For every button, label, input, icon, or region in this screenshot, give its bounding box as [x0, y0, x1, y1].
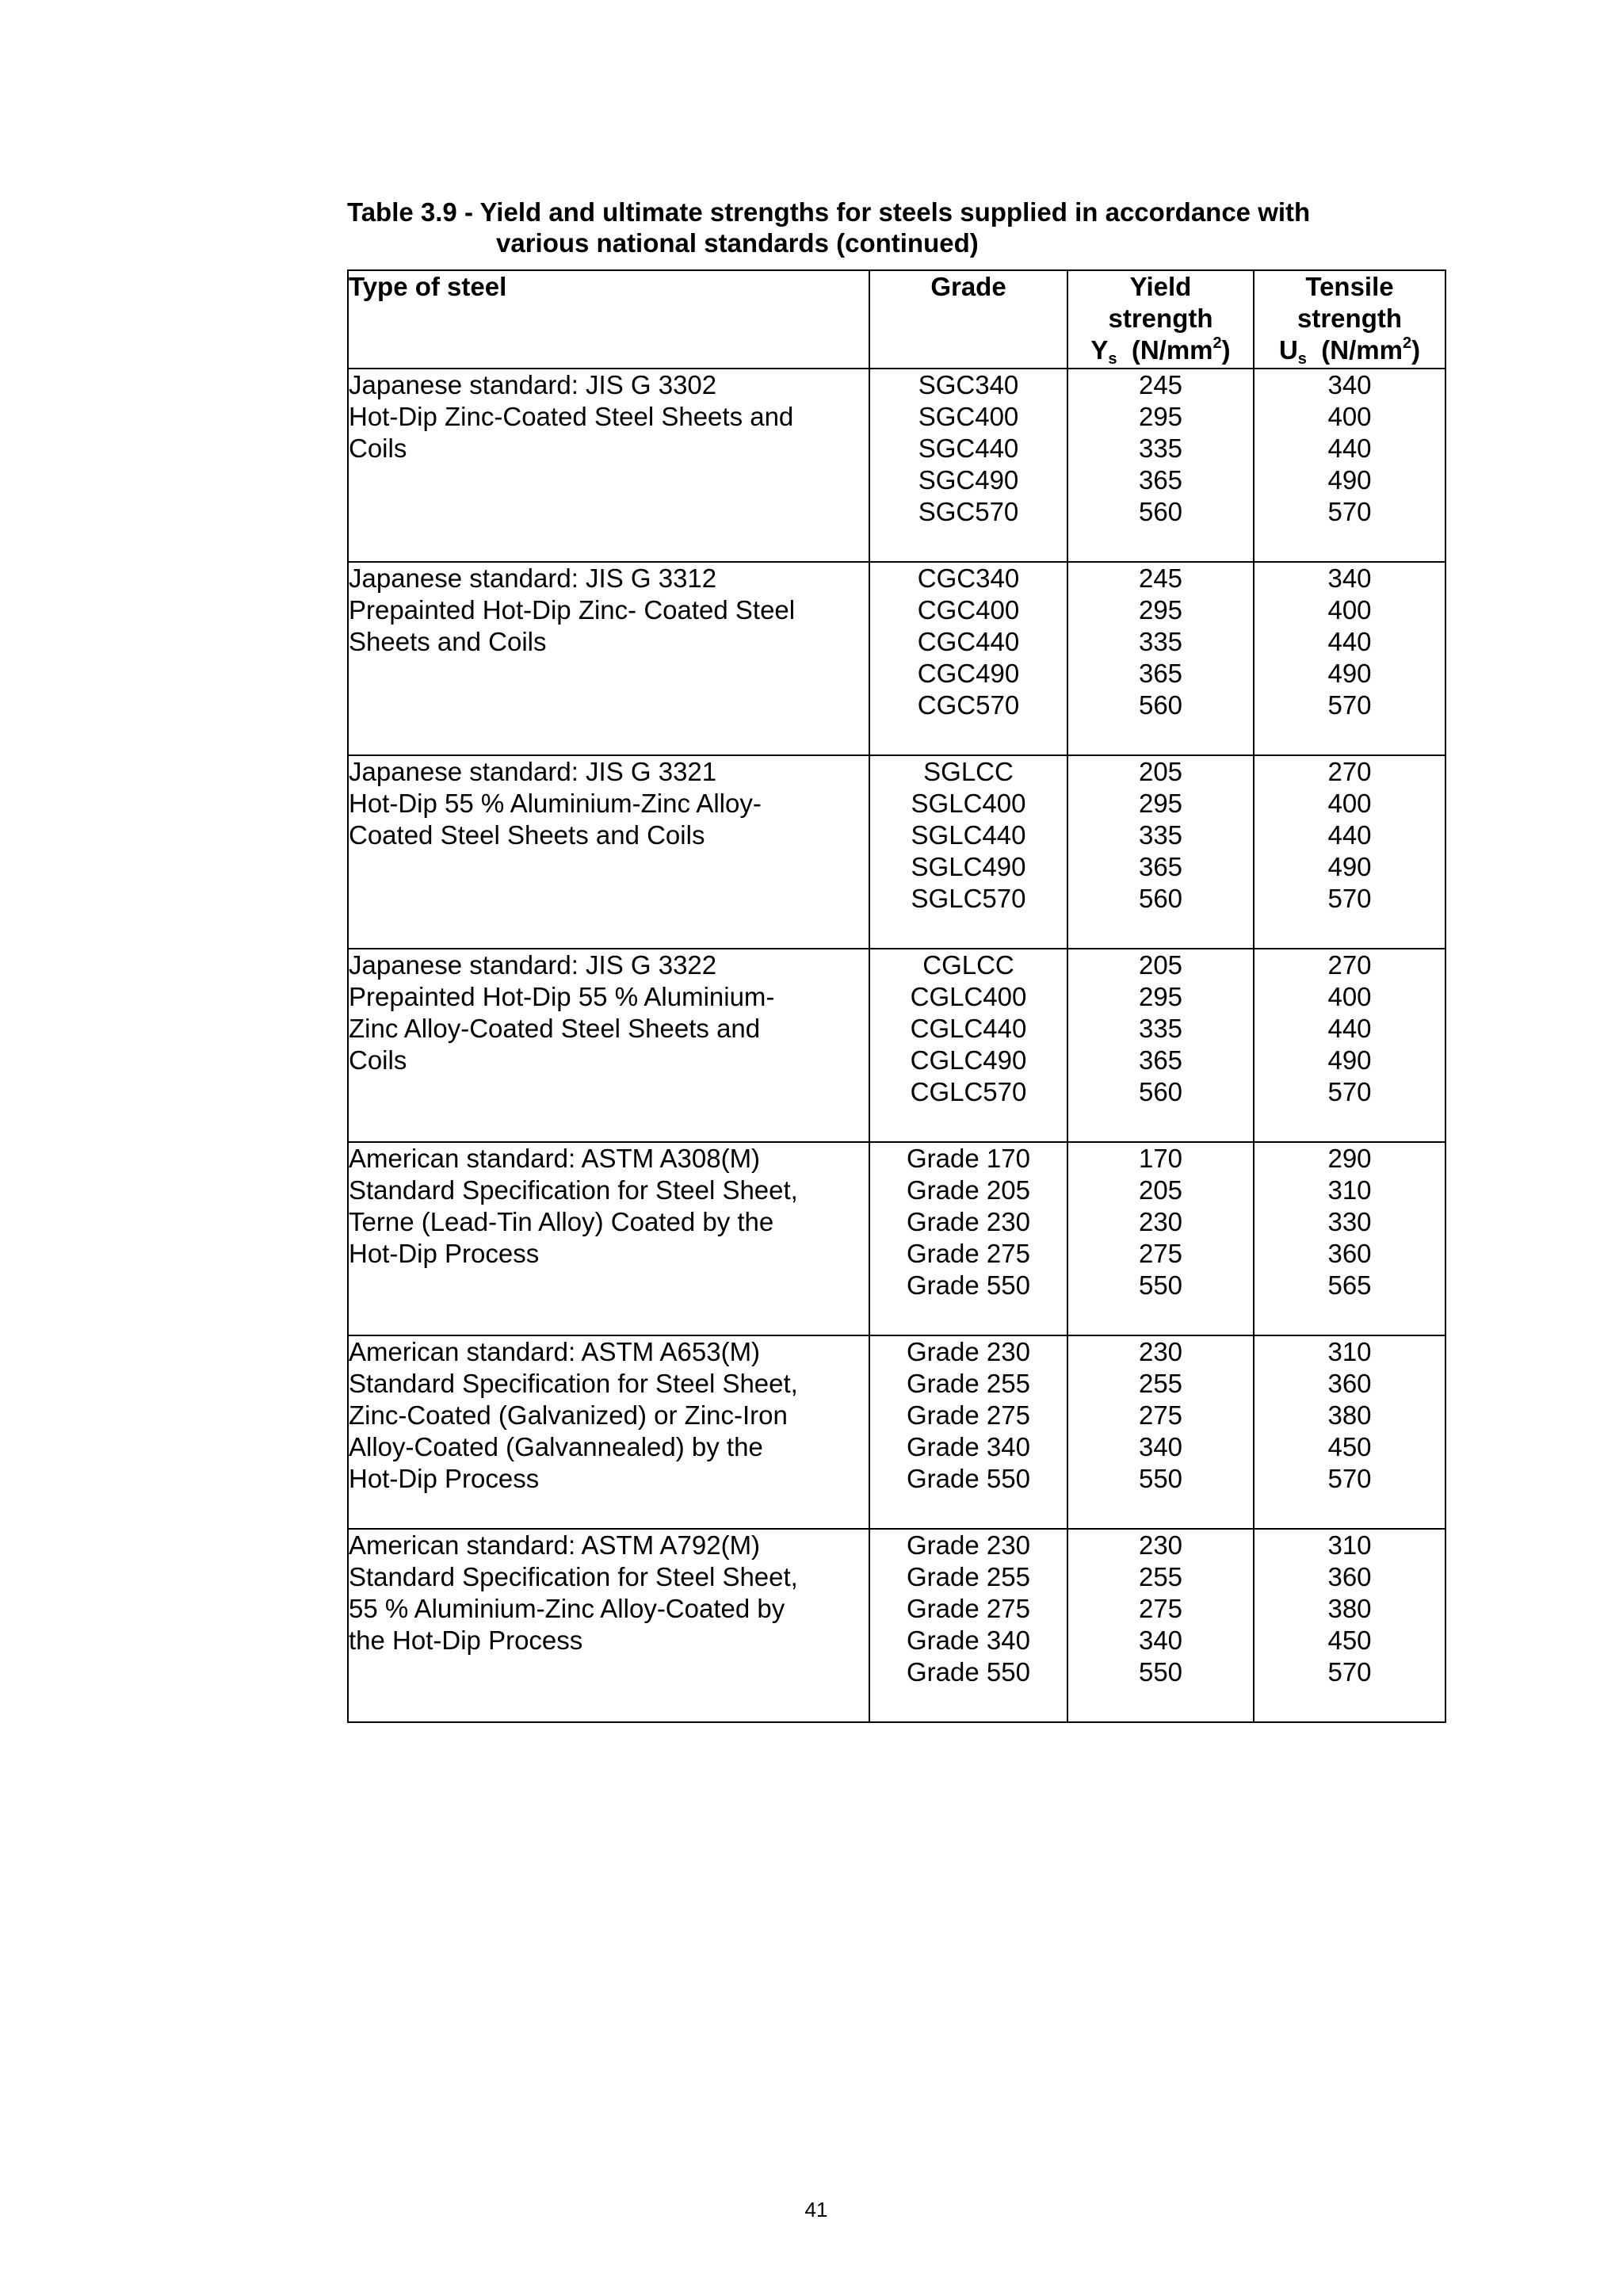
yield-value: 275: [1138, 1239, 1183, 1268]
tensile-value: 310: [1327, 1175, 1372, 1205]
header-type-of-steel: Type of steel: [348, 270, 869, 369]
yield-value: 205: [1138, 757, 1183, 786]
yield-value: 550: [1138, 1657, 1183, 1687]
yield-value: 335: [1138, 627, 1183, 656]
yield-unit-pre: (N/mm: [1131, 335, 1213, 365]
table-row: [348, 1529, 1445, 1722]
tensile-value: 565: [1327, 1270, 1372, 1300]
type-line: Terne (Lead-Tin Alloy) Coated by the: [349, 1207, 774, 1236]
cell-tensile-strength: [1254, 1142, 1445, 1335]
grade-value: Grade 275: [907, 1594, 1030, 1623]
type-line: Prepainted Hot-Dip Zinc- Coated Steel: [349, 595, 796, 625]
cell-type-of-steel: [348, 369, 869, 562]
yield-value: 560: [1138, 690, 1183, 720]
steel-strength-table: [347, 269, 1446, 1723]
grade-value: Grade 230: [907, 1530, 1030, 1560]
tensile-value: 570: [1327, 497, 1372, 526]
table-row: [348, 562, 1445, 755]
yield-value: 255: [1138, 1369, 1183, 1398]
tensile-value: 490: [1327, 659, 1372, 688]
grade-value: SGC340: [918, 370, 1019, 399]
grade-value: CGC440: [917, 627, 1020, 656]
grade-value: Grade 340: [907, 1432, 1030, 1461]
yield-value: 560: [1138, 1077, 1183, 1106]
yield-value: 170: [1138, 1144, 1183, 1173]
table-row: [348, 1335, 1445, 1529]
cell-type-of-steel: [348, 755, 869, 949]
cell-yield-strength: [1067, 562, 1254, 755]
cell-tensile-strength: [1254, 562, 1445, 755]
type-line: Japanese standard: JIS G 3312: [349, 563, 717, 593]
grade-value: Grade 230: [907, 1337, 1030, 1366]
tensile-value: 490: [1327, 852, 1372, 881]
type-line: Coils: [349, 1045, 407, 1075]
cell-grade: [869, 949, 1067, 1142]
cell-yield-strength: [1067, 1142, 1254, 1335]
tensile-value: 360: [1327, 1562, 1372, 1591]
grade-value: CGC490: [917, 659, 1020, 688]
tensile-value: 340: [1327, 563, 1372, 593]
grade-value: CGLC440: [910, 1014, 1027, 1043]
header-grade: Grade: [869, 270, 1067, 369]
cell-type-of-steel: [348, 562, 869, 755]
tensile-value: 310: [1327, 1337, 1372, 1366]
grade-value: Grade 550: [907, 1464, 1030, 1493]
cell-yield-strength: [1067, 1335, 1254, 1529]
type-line: Japanese standard: JIS G 3322: [349, 950, 717, 980]
tensile-value: 450: [1327, 1626, 1372, 1655]
cell-type-of-steel: [348, 1529, 869, 1722]
tensile-value: 440: [1327, 627, 1372, 656]
header-yield-line-1: Yield: [1129, 272, 1192, 301]
grade-value: SGLC570: [911, 884, 1026, 913]
tensile-value: 290: [1327, 1144, 1372, 1173]
grade-value: SGLCC: [923, 757, 1014, 786]
grade-value: Grade 340: [907, 1626, 1030, 1655]
type-line: Zinc Alloy-Coated Steel Sheets and: [349, 1014, 761, 1043]
type-line: the Hot-Dip Process: [349, 1626, 583, 1655]
tensile-value: 400: [1327, 789, 1372, 818]
yield-value: 340: [1138, 1432, 1183, 1461]
type-line: Standard Specification for Steel Sheet,: [349, 1562, 798, 1591]
tensile-value: 570: [1327, 1657, 1372, 1687]
yield-unit-post: ): [1221, 335, 1231, 365]
cell-grade: [869, 1142, 1067, 1335]
grade-value: Grade 255: [907, 1562, 1030, 1591]
grade-value: SGC400: [918, 402, 1019, 431]
tensile-value: 270: [1327, 757, 1372, 786]
table-row: [348, 755, 1445, 949]
yield-value: 205: [1138, 1175, 1183, 1205]
yield-value: 335: [1138, 820, 1183, 850]
table-row: [348, 369, 1445, 562]
yield-value: 560: [1138, 497, 1183, 526]
grade-value: SGC490: [918, 465, 1019, 495]
yield-value: 335: [1138, 434, 1183, 463]
cell-yield-strength: [1067, 755, 1254, 949]
grade-value: CGLC490: [910, 1045, 1027, 1075]
yield-value: 230: [1138, 1337, 1183, 1366]
yield-value: 245: [1138, 370, 1183, 399]
yield-value: 365: [1138, 852, 1183, 881]
tensile-value: 490: [1327, 1045, 1372, 1075]
cell-tensile-strength: [1254, 369, 1445, 562]
grade-value: SGC440: [918, 434, 1019, 463]
header-tensile-line-1: Tensile: [1305, 272, 1394, 301]
table-body: [348, 369, 1445, 1722]
tensile-unit-post: ): [1411, 335, 1421, 365]
type-line: Prepainted Hot-Dip 55 % Aluminium-: [349, 982, 775, 1011]
tensile-symbol: U: [1278, 335, 1298, 365]
grade-value: SGLC400: [911, 789, 1026, 818]
tensile-value: 570: [1327, 884, 1372, 913]
type-line: Hot-Dip Process: [349, 1239, 540, 1268]
cell-grade: [869, 369, 1067, 562]
grade-value: SGC570: [918, 497, 1019, 526]
type-line: American standard: ASTM A792(M): [349, 1530, 761, 1560]
tensile-value: 380: [1327, 1594, 1372, 1623]
grade-value: CGLC400: [910, 982, 1027, 1011]
tensile-value: 270: [1327, 950, 1372, 980]
yield-value: 560: [1138, 884, 1183, 913]
yield-value: 295: [1138, 789, 1183, 818]
type-line: Zinc-Coated (Galvanized) or Zinc-Iron: [349, 1400, 788, 1430]
grade-value: CGC400: [917, 595, 1020, 625]
tensile-value: 570: [1327, 1464, 1372, 1493]
tensile-value: 400: [1327, 402, 1372, 431]
grade-value: Grade 550: [907, 1270, 1030, 1300]
cell-yield-strength: [1067, 369, 1254, 562]
type-line: 55 % Aluminium-Zinc Alloy-Coated by: [349, 1594, 785, 1623]
grade-value: CGC570: [917, 690, 1020, 720]
tensile-value: 310: [1327, 1530, 1372, 1560]
tensile-value: 360: [1327, 1369, 1372, 1398]
yield-value: 275: [1138, 1594, 1183, 1623]
tensile-value: 570: [1327, 690, 1372, 720]
caption-line-1: Table 3.9 - Yield and ultimate strengths for steels supplied in accordance with: [347, 197, 1311, 227]
grade-value: Grade 275: [907, 1400, 1030, 1430]
tensile-value: 330: [1327, 1207, 1372, 1236]
cell-type-of-steel: [348, 1142, 869, 1335]
yield-value: 230: [1138, 1207, 1183, 1236]
grade-value: CGLCC: [922, 950, 1014, 980]
type-line: Coated Steel Sheets and Coils: [349, 820, 705, 850]
tensile-value: 360: [1327, 1239, 1372, 1268]
tensile-value: 450: [1327, 1432, 1372, 1461]
header-yield-strength: [1067, 270, 1254, 369]
tensile-value: 340: [1327, 370, 1372, 399]
yield-value: 365: [1138, 1045, 1183, 1075]
cell-yield-strength: [1067, 949, 1254, 1142]
type-line: Sheets and Coils: [349, 627, 547, 656]
grade-value: SGLC440: [911, 820, 1026, 850]
grade-value: Grade 275: [907, 1239, 1030, 1268]
yield-value: 365: [1138, 465, 1183, 495]
yield-value: 205: [1138, 950, 1183, 980]
type-line: Hot-Dip Zinc-Coated Steel Sheets and: [349, 402, 794, 431]
cell-yield-strength: [1067, 1529, 1254, 1722]
type-line: Japanese standard: JIS G 3302: [349, 370, 717, 399]
cell-tensile-strength: [1254, 1335, 1445, 1529]
caption-line-2: various national standards (continued): [496, 228, 979, 258]
type-line: Standard Specification for Steel Sheet,: [349, 1369, 798, 1398]
tensile-value: 440: [1327, 1014, 1372, 1043]
grade-value: Grade 205: [907, 1175, 1030, 1205]
yield-symbol: Y: [1090, 335, 1109, 365]
header-tensile-unit: [1254, 334, 1445, 366]
type-line: Standard Specification for Steel Sheet,: [349, 1175, 798, 1205]
type-line: Hot-Dip 55 % Aluminium-Zinc Alloy-: [349, 789, 762, 818]
cell-grade: [869, 1335, 1067, 1529]
tensile-superscript: 2: [1402, 334, 1412, 352]
tensile-value: 490: [1327, 465, 1372, 495]
type-line: American standard: ASTM A653(M): [349, 1337, 761, 1366]
yield-subscript: s: [1108, 350, 1117, 368]
cell-grade: [869, 1529, 1067, 1722]
header-tensile-strength: [1254, 270, 1445, 369]
yield-value: 295: [1138, 595, 1183, 625]
yield-value: 275: [1138, 1400, 1183, 1430]
type-line: Coils: [349, 434, 407, 463]
page-number: 41: [804, 2198, 828, 2222]
tensile-value: 440: [1327, 434, 1372, 463]
grade-value: CGLC570: [910, 1077, 1027, 1106]
yield-value: 550: [1138, 1464, 1183, 1493]
tensile-subscript: s: [1297, 350, 1307, 368]
tensile-value: 400: [1327, 982, 1372, 1011]
table-row: [348, 949, 1445, 1142]
type-line: Alloy-Coated (Galvannealed) by the: [349, 1432, 763, 1461]
grade-value: Grade 550: [907, 1657, 1030, 1687]
yield-value: 335: [1138, 1014, 1183, 1043]
tensile-value: 380: [1327, 1400, 1372, 1430]
cell-type-of-steel: [348, 1335, 869, 1529]
grade-value: CGC340: [917, 563, 1020, 593]
yield-value: 230: [1138, 1530, 1183, 1560]
cell-grade: [869, 562, 1067, 755]
grade-value: SGLC490: [911, 852, 1026, 881]
type-line: Hot-Dip Process: [349, 1464, 540, 1493]
yield-value: 550: [1138, 1270, 1183, 1300]
cell-tensile-strength: [1254, 949, 1445, 1142]
yield-value: 295: [1138, 402, 1183, 431]
type-line: Japanese standard: JIS G 3321: [349, 757, 717, 786]
cell-grade: [869, 755, 1067, 949]
yield-value: 255: [1138, 1562, 1183, 1591]
tensile-value: 400: [1327, 595, 1372, 625]
grade-value: Grade 170: [907, 1144, 1030, 1173]
table-header-row: [348, 270, 1445, 369]
table-row: [348, 1142, 1445, 1335]
yield-value: 365: [1138, 659, 1183, 688]
cell-tensile-strength: [1254, 1529, 1445, 1722]
grade-value: Grade 255: [907, 1369, 1030, 1398]
tensile-value: 440: [1327, 820, 1372, 850]
table-caption: [347, 197, 1457, 258]
tensile-value: 570: [1327, 1077, 1372, 1106]
cell-type-of-steel: [348, 949, 869, 1142]
header-yield-line-2: strength: [1108, 304, 1213, 333]
tensile-unit-pre: (N/mm: [1321, 335, 1403, 365]
cell-tensile-strength: [1254, 755, 1445, 949]
yield-superscript: 2: [1212, 334, 1222, 352]
header-yield-unit: [1068, 334, 1253, 366]
yield-value: 295: [1138, 982, 1183, 1011]
header-tensile-line-2: strength: [1297, 304, 1402, 333]
grade-value: Grade 230: [907, 1207, 1030, 1236]
yield-value: 340: [1138, 1626, 1183, 1655]
yield-value: 245: [1138, 563, 1183, 593]
type-line: American standard: ASTM A308(M): [349, 1144, 761, 1173]
